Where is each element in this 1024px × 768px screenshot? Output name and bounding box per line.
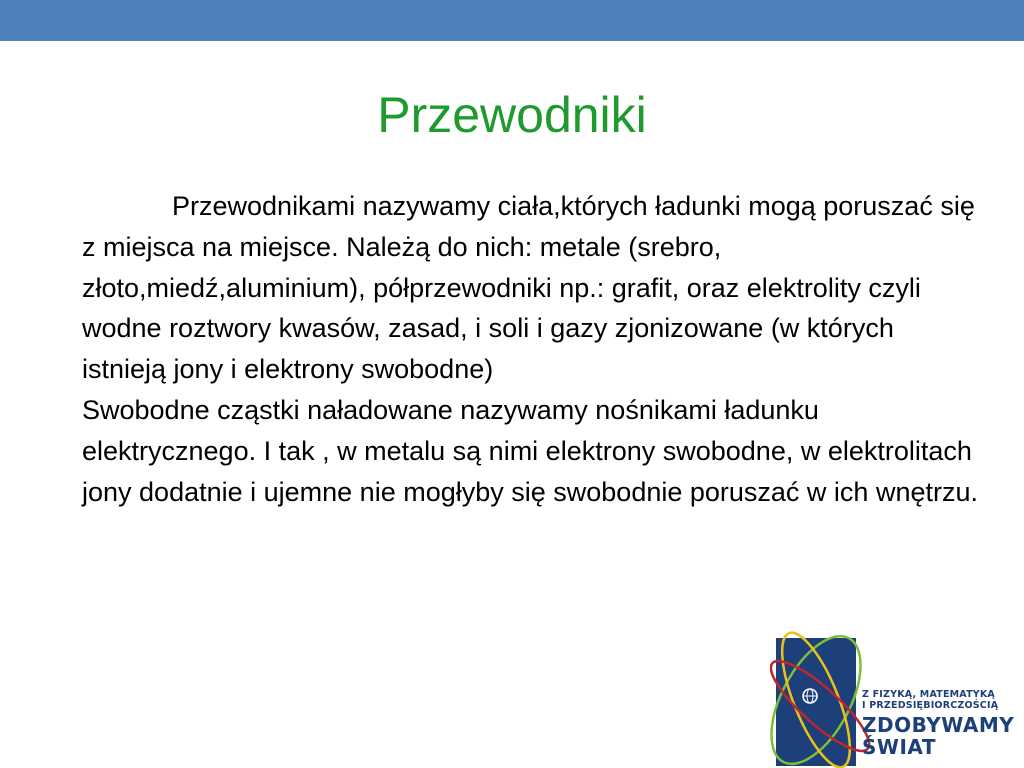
logo-tagline-2: I PRZEDSIĘBIORCZOŚCIĄ [862,700,999,711]
logo-tagline-1: Z FIZYKĄ, MATEMATYKĄ [862,689,995,700]
logo-wordmark-1: ZDOBYWAMY [862,713,1015,737]
top-bar [0,0,1024,41]
paragraph-charge-carriers: Swobodne cząstki naładowane nazywamy nośnikami ładunku elektrycznego. I tak , w metalu są nimi elektrony swobodne, w elektrolitach jony dodatnie i ujemne nie mogłyby się swobodnie poruszać w ich wnętrzu. [82,394,978,507]
logo-wordmark-2: ŚWIAT [862,735,936,759]
slide-body [82,186,982,512]
project-logo [770,622,1024,768]
slide-title: Przewodniki [377,87,647,143]
paragraph-conductors-definition: Przewodnikami nazywamy ciała,których ładunki mogą poruszać się z miejsca na miejsce. Należą do nich: metale (srebro, złoto,miedź,aluminium), półprzewodniki np.: grafit, oraz elektrolity czyli wodne roztwory kwasów, zasad, i soli i gazy zjonizowane (w których istnieją jony i elektrony swobodne) [82,191,975,385]
